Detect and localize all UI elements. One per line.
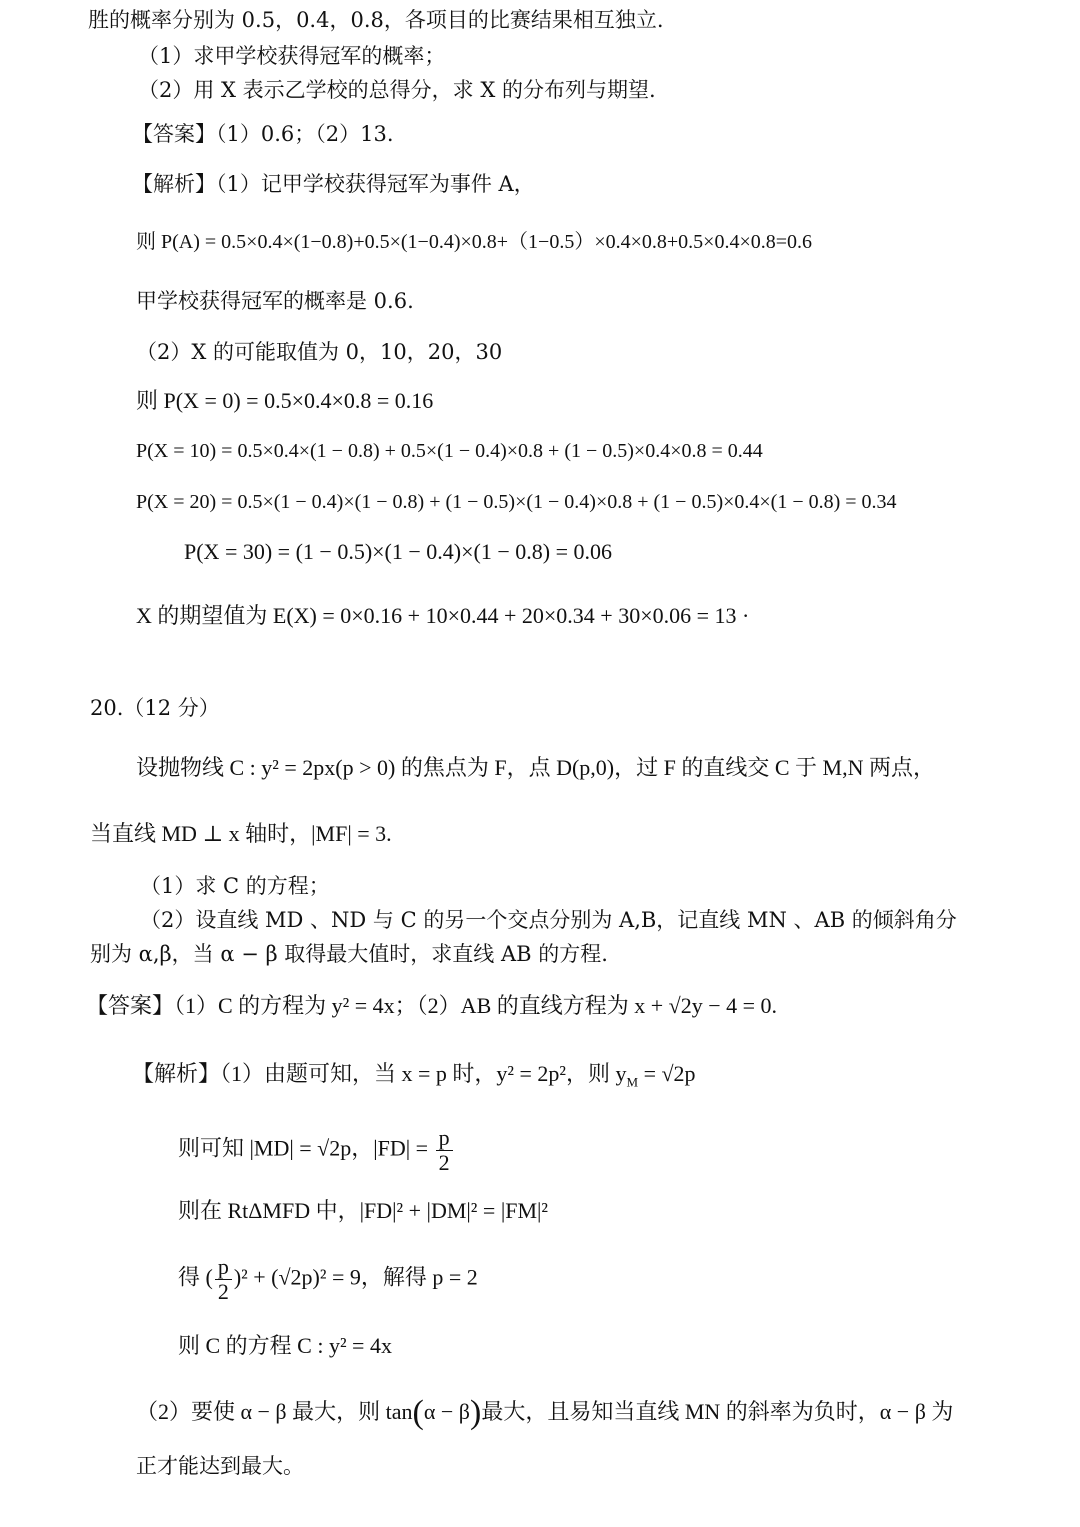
problem-20-part-2: （2）设直线 MD 、ND 与 C 的另一个交点分别为 A,B，记直线 MN 、AB 的倾斜角分 — [140, 908, 957, 932]
md-fd-line: 则可知 |MD| = √2p，|FD| = $\frac{p}{2}$ — [178, 1126, 455, 1175]
pythagoras-line: 则在 RtΔMFD 中，|FD|² + |DM|² = |FM|² — [178, 1198, 549, 1223]
part-2-analysis-cont: 正才能达到最大。 — [136, 1454, 304, 1478]
prob-a-equation: 则 P(A) = 0.5×0.4×(1−0.8)+0.5×(1−0.4)×0.8+（1−0.5）×0.4×0.8+0.5×0.4×0.8=0.6 — [136, 231, 812, 253]
solve-p-line: 得 ( $\frac{p}{2}$ )² + (√2p)² = 9，解得 p = 2 — [178, 1254, 478, 1304]
problem-20-part-2-cont: 别为 α,β，当 α − β 取得最大值时，求直线 AB 的方程. — [90, 942, 608, 966]
problem-20-part-1: （1）求 C 的方程； — [140, 874, 330, 898]
problem-20-heading: 20.（12 分） — [90, 696, 220, 720]
px20-equation: P(X = 20) = 0.5×(1 − 0.4)×(1 − 0.8) + (1 − 0.5)×(1 − 0.4)×0.8 + (1 − 0.5)×0.4×(1 − 0.8) = 0.34 — [136, 491, 897, 513]
problem-20-statement: 设抛物线 C : y² = 2px(p > 0) 的焦点为 F，点 D(p,0)，过 F 的直线交 C 于 M,N 两点， — [136, 755, 935, 780]
prob-a-conclusion: 甲学校获得冠军的概率是 0.6. — [136, 289, 414, 313]
question-part-1: （1）求甲学校获得冠军的概率； — [138, 44, 446, 68]
part-2-analysis: （2）要使 α − β 最大，则 tan(α − β)最大，且易知当直线 MN 的斜率为负时，α − β 为 — [136, 1394, 954, 1431]
x-values-line: （2）X 的可能取值为 0，10，20，30 — [136, 340, 503, 364]
analysis-step-1: 【解析】（1）由题可知，当 x = p 时，y² = 2p²，则 $y_M = √2p$ — [132, 1061, 696, 1090]
problem-20-answer: 【答案】（1）C 的方程为 y² = 4x；（2）AB 的直线方程为 x + √2y − 4 = 0. — [86, 993, 778, 1018]
p-over-2-fraction: $\frac{p}{2}$ — [436, 1126, 453, 1175]
question-part-2: （2）用 X 表示乙学校的总得分，求 X 的分布列与期望. — [138, 78, 656, 102]
text-line-1: 胜的概率分别为 0.5，0.4，0.8，各项目的比赛结果相互独立. — [88, 8, 664, 32]
px0-equation: 则 P(X = 0) = 0.5×0.4×0.8 = 0.16 — [136, 388, 434, 413]
problem-20-condition: 当直线 MD ⊥ x 轴时，|MF| = 3. — [90, 821, 392, 846]
px30-equation: P(X = 30) = (1 − 0.5)×(1 − 0.4)×(1 − 0.8) = 0.06 — [184, 539, 612, 564]
analysis-heading: 【解析】（1）记甲学校获得冠军为事件 A， — [132, 172, 535, 196]
equation-c-line: 则 C 的方程 C : y² = 4x — [178, 1333, 392, 1358]
expectation-line: X 的期望值为 E(X) = 0×0.16 + 10×0.44 + 20×0.34 + 30×0.06 = 13 · — [136, 603, 750, 628]
px10-equation: P(X = 10) = 0.5×0.4×(1 − 0.8) + 0.5×(1 − 0.4)×0.8 + (1 − 0.5)×0.4×0.8 = 0.44 — [136, 440, 763, 462]
answer-line: 【答案】（1）0.6；（2）13. — [132, 122, 394, 146]
p-over-2-fraction-2: $\frac{p}{2}$ — [215, 1255, 232, 1304]
